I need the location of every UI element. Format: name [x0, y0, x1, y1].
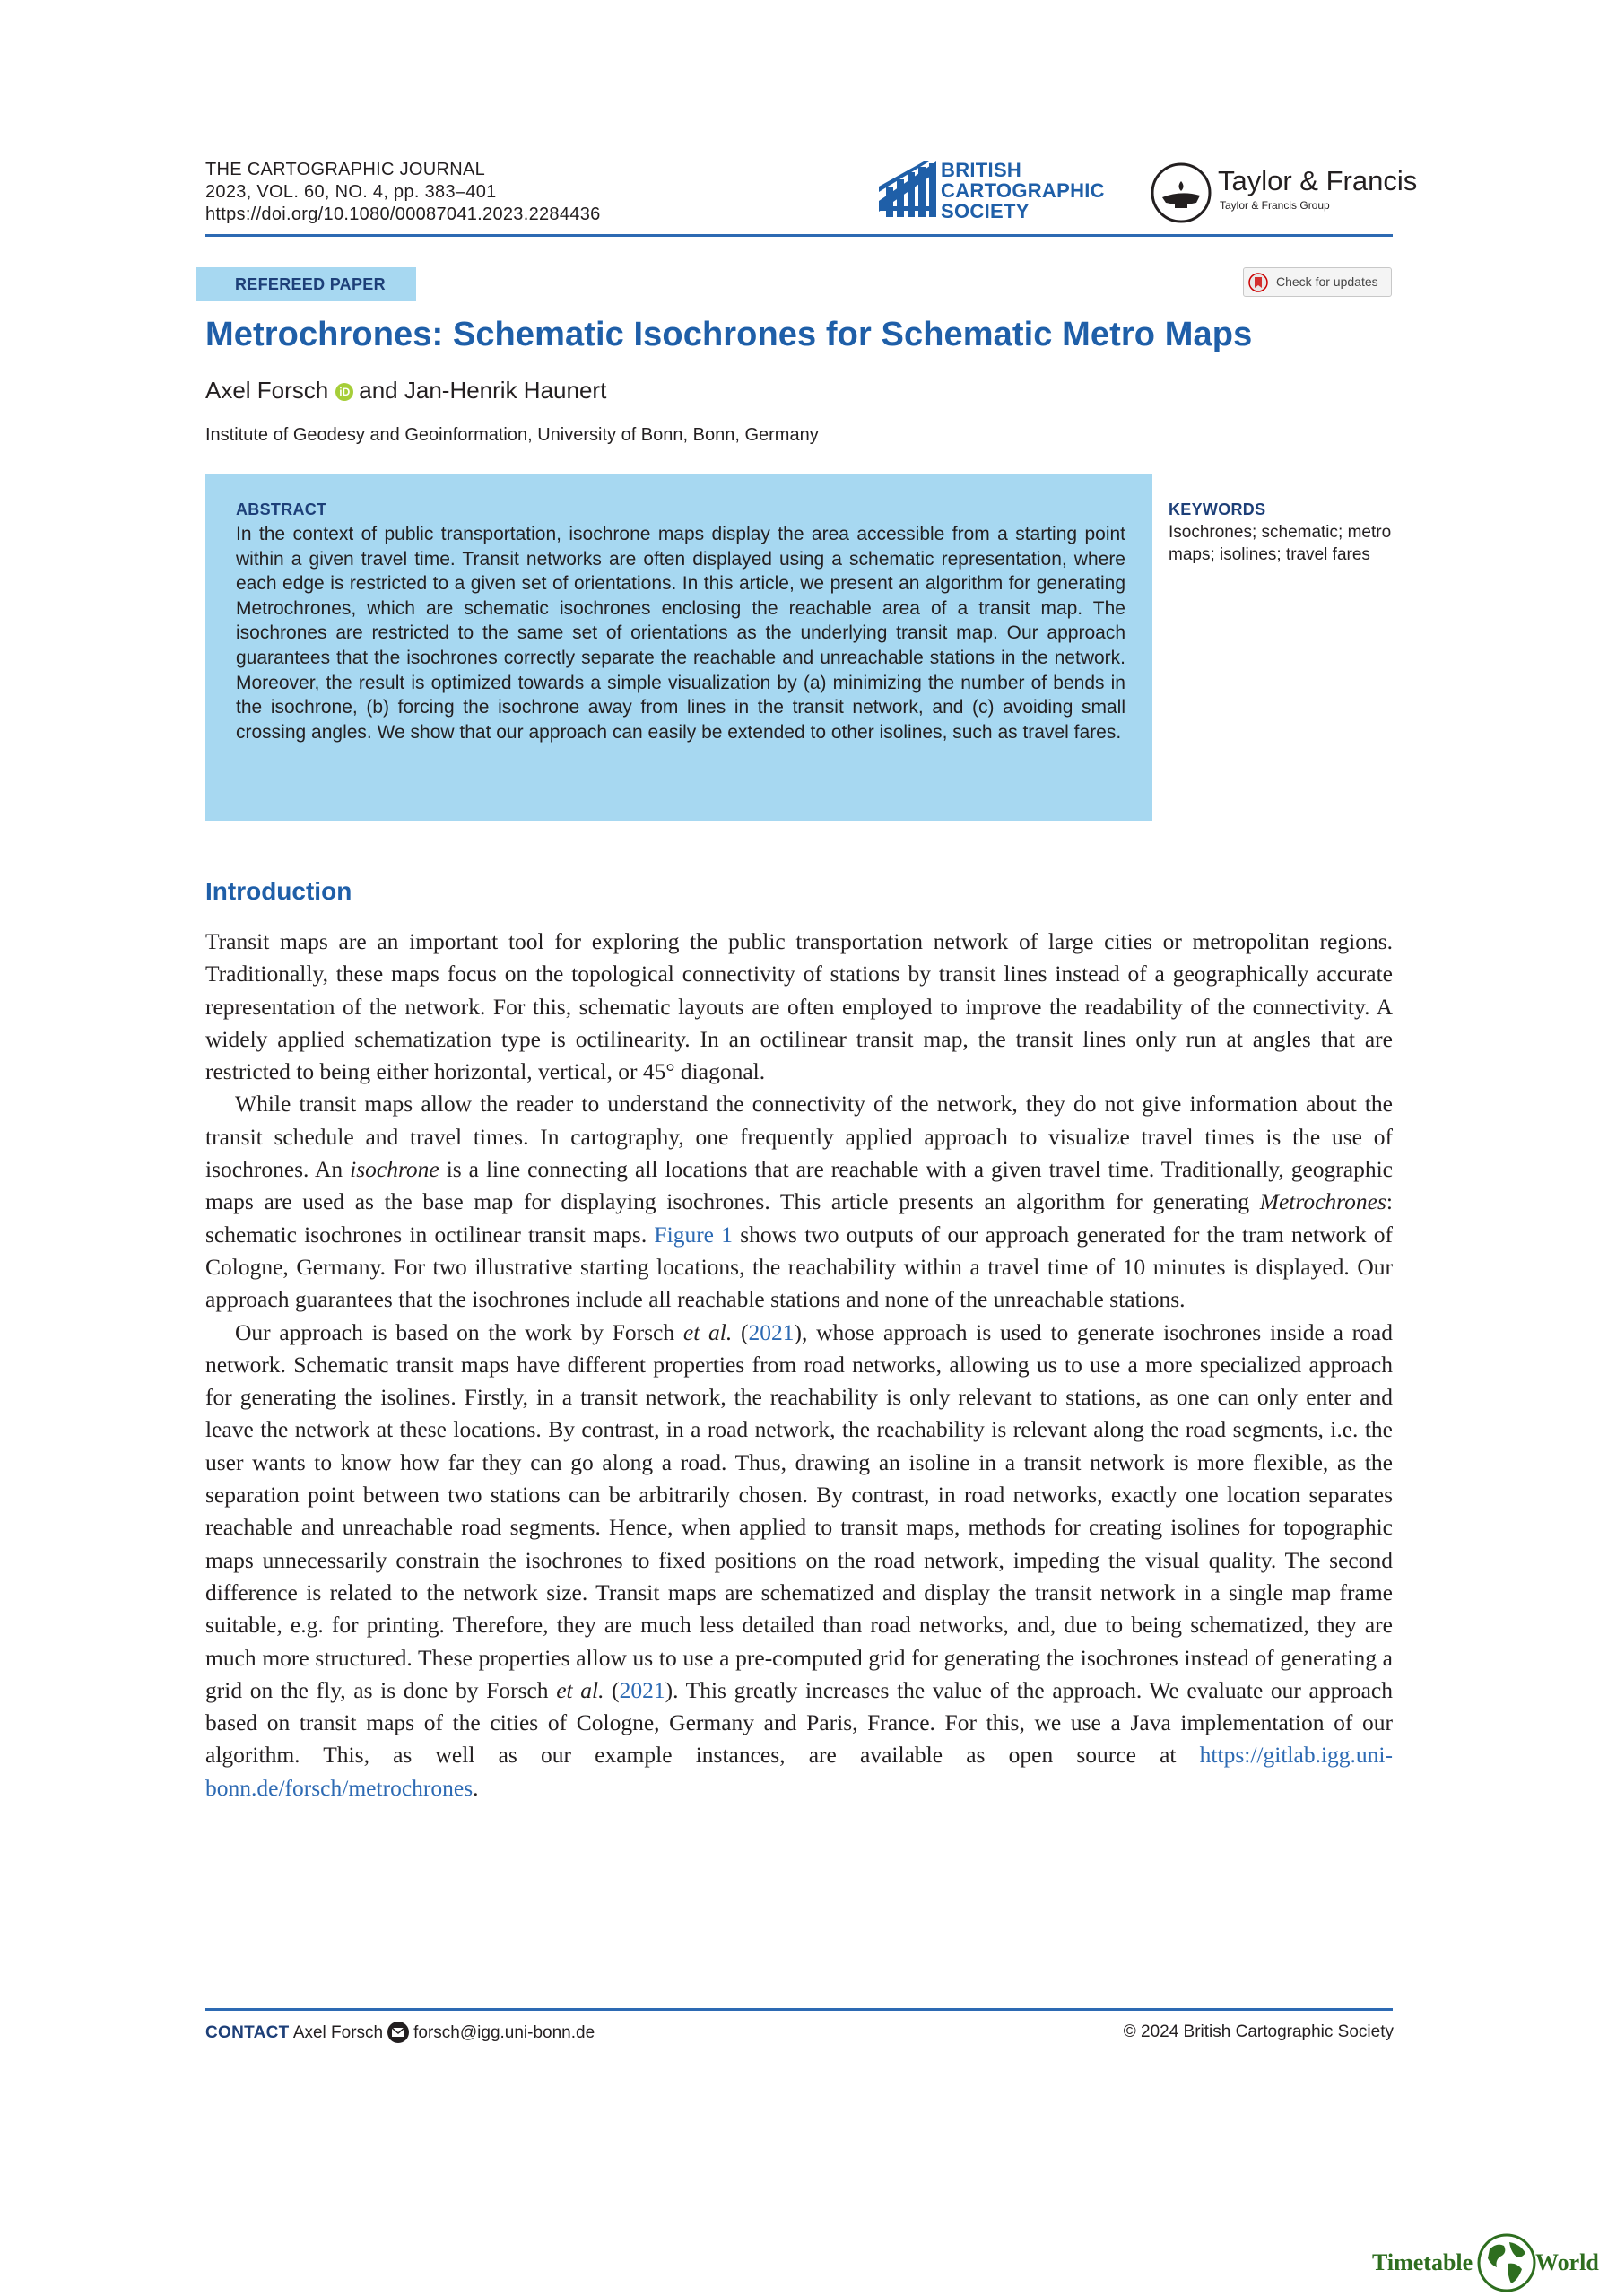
- abstract-heading: ABSTRACT: [236, 500, 327, 518]
- footer-rule: [205, 2008, 1393, 2011]
- contact-label: CONTACT: [205, 2023, 290, 2042]
- author-2: and Jan-Henrik Haunert: [359, 377, 607, 404]
- contact-email[interactable]: forsch@igg.uni-bonn.de: [413, 2023, 595, 2042]
- paragraph-2: While transit maps allow the reader to understand the connectivity of the network, they do not give information about the transit schedule and travel times. In cartography, one frequently applied approach to visualize travel times is the use of isochrones. An isochrone is a line connecting all locations that are reachable with a given travel time. Traditionally, geographic maps are used as the base map for displaying isochrones. This article presents an algorithm for generating Metrochrones: schematic isochrones in octilinear transit maps. Figure 1 shows two outputs of our approach generated for the tram network of Cologne, Germany. For two illustrative starting locations, the reachability within a travel time of 10 minutes is displayed. Our approach guarantees that the isochrones include all reachable stations and none of the unreachable stations.: [205, 1091, 1393, 1313]
- taylor-francis-lamp-icon: [1150, 161, 1212, 224]
- paper-type-badge: REFEREED PAPER: [196, 267, 416, 301]
- keywords-heading: KEYWORDS: [1169, 500, 1266, 518]
- paper-title: Metrochrones: Schematic Isochrones for Schematic Metro Maps: [205, 316, 1253, 353]
- publisher-group: Taylor & Francis Group: [1220, 199, 1330, 212]
- citation-link[interactable]: 2021: [619, 1676, 665, 1703]
- orcid-icon[interactable]: iD: [335, 383, 353, 401]
- doi-link[interactable]: https://doi.org/10.1080/00087041.2023.2284436: [205, 204, 601, 224]
- figure-1-link[interactable]: Figure 1: [654, 1221, 733, 1248]
- bcs-line-3: SOCIETY: [941, 200, 1030, 222]
- bcs-line-2: CARTOGRAPHIC: [941, 179, 1105, 202]
- bcs-wordmark: [941, 160, 1105, 222]
- section-heading-introduction: Introduction: [205, 877, 352, 905]
- contact-line: [205, 2021, 595, 2044]
- repository-link[interactable]: https://gitlab.igg.uni-bonn.de/forsch/metrochrones: [205, 1742, 1393, 1801]
- affiliation: Institute of Geodesy and Geoinformation, University of Bonn, Bonn, Germany: [205, 425, 819, 445]
- body-text: [205, 926, 1393, 1805]
- paragraph-1: Transit maps are an important tool for exploring the public transportation network of large cities or metropolitan regions. Traditionally, these maps focus on the topological connectivity of stations by transit lines instead of a geographically accurate representation of the network. For this, schematic layouts are often employed to improve the readability of the connectivity. A widely applied schematization type is octilinearity. In an octilinear transit map, the transit lines only run at angles that are restricted to being either horizontal, vertical, or 45° diagonal.: [205, 928, 1393, 1085]
- journal-name: THE CARTOGRAPHIC JOURNAL: [205, 160, 486, 179]
- header-rule: [205, 234, 1393, 237]
- check-updates-button[interactable]: Check for updates: [1243, 267, 1392, 297]
- watermark-text-right: World: [1535, 2249, 1599, 2275]
- abstract-text: In the context of public transportation, isochrone maps display the area accessible from a starting point within a given travel time. Transit networks are often displayed using a schematic representation, where each edge is restricted to a given set of orientations. In this article, we present an algorithm for generating Metrochrones, which are schematic isochrones enclosing the reachable area of a transit map. The isochrones are restricted to the same set of orientations as the underlying transit map. Our approach guarantees that the isochrones correctly separate the reachable and unreachable stations in the network. Moreover, the result is optimized towards a simple visualization by (a) minimizing the number of bends in the isochrone, (b) forcing the isochrone away from lines in the transit network, and (c) avoiding small crossing angles. We show that our approach can easily be extended to other isolines, such as travel fares.: [236, 524, 1125, 743]
- keywords-text: Isochrones; schematic; metro maps; isolines; travel fares: [1169, 523, 1392, 564]
- watermark-text-left: Timetable: [1372, 2249, 1473, 2275]
- term-metrochrones: Metrochrones: [1259, 1188, 1386, 1215]
- contact-name: Axel Forsch: [292, 2023, 384, 2042]
- author-1[interactable]: Axel Forsch: [205, 377, 329, 404]
- publisher-name: Taylor & Francis: [1218, 165, 1418, 196]
- citation-link[interactable]: 2021: [748, 1318, 795, 1345]
- author-list: [205, 377, 606, 404]
- email-icon: [387, 2021, 410, 2044]
- journal-info: [205, 159, 601, 226]
- bcs-line-1: BRITISH: [941, 159, 1022, 181]
- journal-volume: 2023, VOL. 60, NO. 4, pp. 383–401: [205, 182, 497, 202]
- term-isochrone: isochrone: [350, 1156, 439, 1183]
- globe-icon: [1477, 2233, 1536, 2292]
- crossmark-icon: [1248, 273, 1268, 292]
- paragraph-3: Our approach is based on the work by Forsch et al. (2021), whose approach is used to generate isochrones inside a road network. Schematic transit maps have different properties from road networks, allowing us to use a more specialized approach for generating the isolines. Firstly, in a transit network, the reachability is only relevant to stations, as one can only enter and leave the network at these locations. By contrast, in a road network, the reachability is relevant along the road segments, i.e. the user wants to know how far they can go along a road. Thus, drawing an isoline in a transit network is more flexible, as the separation point between two stations can be arbitrarily chosen. By contrast, in road networks, exactly one location separates reachable and unreachable road segments. Hence, when applied to transit maps, methods for creating isolines for topographic maps unnecessarily constrain the isochrones to fixed positions on the road network, impeding the visual quality. The second difference is related to the network size. Transit maps are schematized and display the transit network in a single map frame suitable, e.g. for printing. Therefore, they are much less detailed than road networks, and, due to being schematized, they are much more structured. These properties allow us to use a pre-computed grid for generating the isochrones instead of generating a grid on the fly, as is done by Forsch et al. (2021). This greatly increases the value of the approach. We evaluate our approach based on transit maps of the cities of Cologne, Germany and Paris, France. For this, we use a Java implementation of our algorithm. This, as well as our example instances, are available as open source at https://gitlab.igg.uni-bonn.de/forsch/metrochrones.: [205, 1318, 1393, 1801]
- copyright: © 2024 British Cartographic Society: [1123, 2022, 1394, 2041]
